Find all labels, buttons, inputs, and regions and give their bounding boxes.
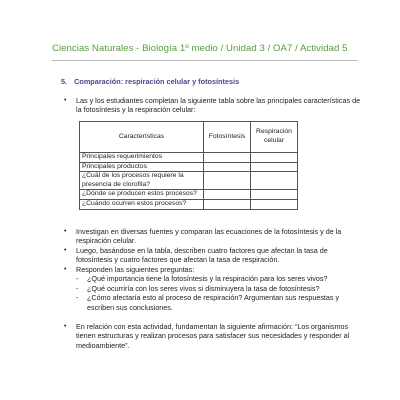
table-header-respiration: Respiración celular [251,122,298,153]
table-cell-empty [204,190,251,200]
bullet-icon: • [64,228,67,235]
bullet-text: En relación con esta actividad, fundamentan la siguiente afirmación: “Los organismos tienen estructuras y realizan procesos para satisfacer sus necesidades y responder al medioambiente”. [76,322,350,350]
section-title [61,77,239,86]
question-item [76,274,364,283]
bullet-text: Luego, basándose en la tabla, describen cuatro factores que afectan la tasa de fotosíntesis y cuatro factores que afectan la tasa de respiración. [76,246,328,265]
table-row-label: Principales productos [80,162,204,172]
bullet-icon: • [64,323,67,330]
bullet-icon: • [64,247,67,254]
bullet-item [64,322,364,350]
bullet-text: Investigan en diversas fuentes y comparan las ecuaciones de la fotosíntesis y de la respiración celular. [76,227,342,246]
table-row-label: ¿Cuándo ocurren estos procesos? [80,199,204,209]
table-row-label: Principales requerimientos [80,153,204,163]
table-row [80,162,298,172]
bullet-icon: • [64,97,67,104]
bullet-item [64,265,364,312]
table-row-label: ¿Cuál de los procesos requiere la presencia de clorofila? [80,172,204,190]
table-cell-empty [204,162,251,172]
section-number: 5. [61,77,68,86]
table-cell-empty [204,153,251,163]
table-cell-empty [251,190,298,200]
table-cell-empty [251,172,298,190]
table-cell-empty [204,172,251,190]
table-row [80,190,298,200]
question-text: ¿Qué ocurriría con los seres vivos si disminuyera la tasa de fotosíntesis? [87,283,320,293]
table-header-row [80,122,298,153]
bullet-icon: • [64,266,67,273]
intro-text: Las y los estudiantes completan la siguiente tabla sobre las principales características de la fotosíntesis y la respiración celular: [76,96,361,115]
header-divider [52,60,358,61]
table-row [80,199,298,209]
dash-icon: - [76,283,79,293]
page-header: Ciencias Naturales - Biología 1º medio / Unidad 3 / OA7 / Actividad 5 [52,43,348,54]
table-cell-empty [251,153,298,163]
dash-icon: - [76,274,79,284]
intro-bullet [64,96,364,115]
table-cell-empty [204,199,251,209]
question-item [76,293,364,312]
question-text: ¿Qué importancia tiene la fotosíntesis y la respiración para los seres vivos? [87,274,328,284]
section-heading: Comparación: respiración celular y fotosíntesis [74,77,240,86]
table-header-characteristics: Características [80,122,204,153]
table-cell-empty [251,199,298,209]
question-text: ¿Cómo afectaría esto al proceso de respiración? Argumentan sus respuestas y escriben sus conclusiones. [87,293,340,312]
bullet-item [64,227,364,246]
comparison-table [79,121,298,210]
table-cell-empty [251,162,298,172]
bullet-item [64,246,364,265]
table-row [80,172,298,190]
question-item [76,284,364,293]
table-row [80,153,298,163]
table-row-label: ¿Dónde se producen estos procesos? [80,190,204,200]
table-header-photosynthesis: Fotosíntesis [204,122,251,153]
dash-icon: - [76,293,79,303]
bullet-text: Responden las siguientes preguntas: [76,265,195,274]
